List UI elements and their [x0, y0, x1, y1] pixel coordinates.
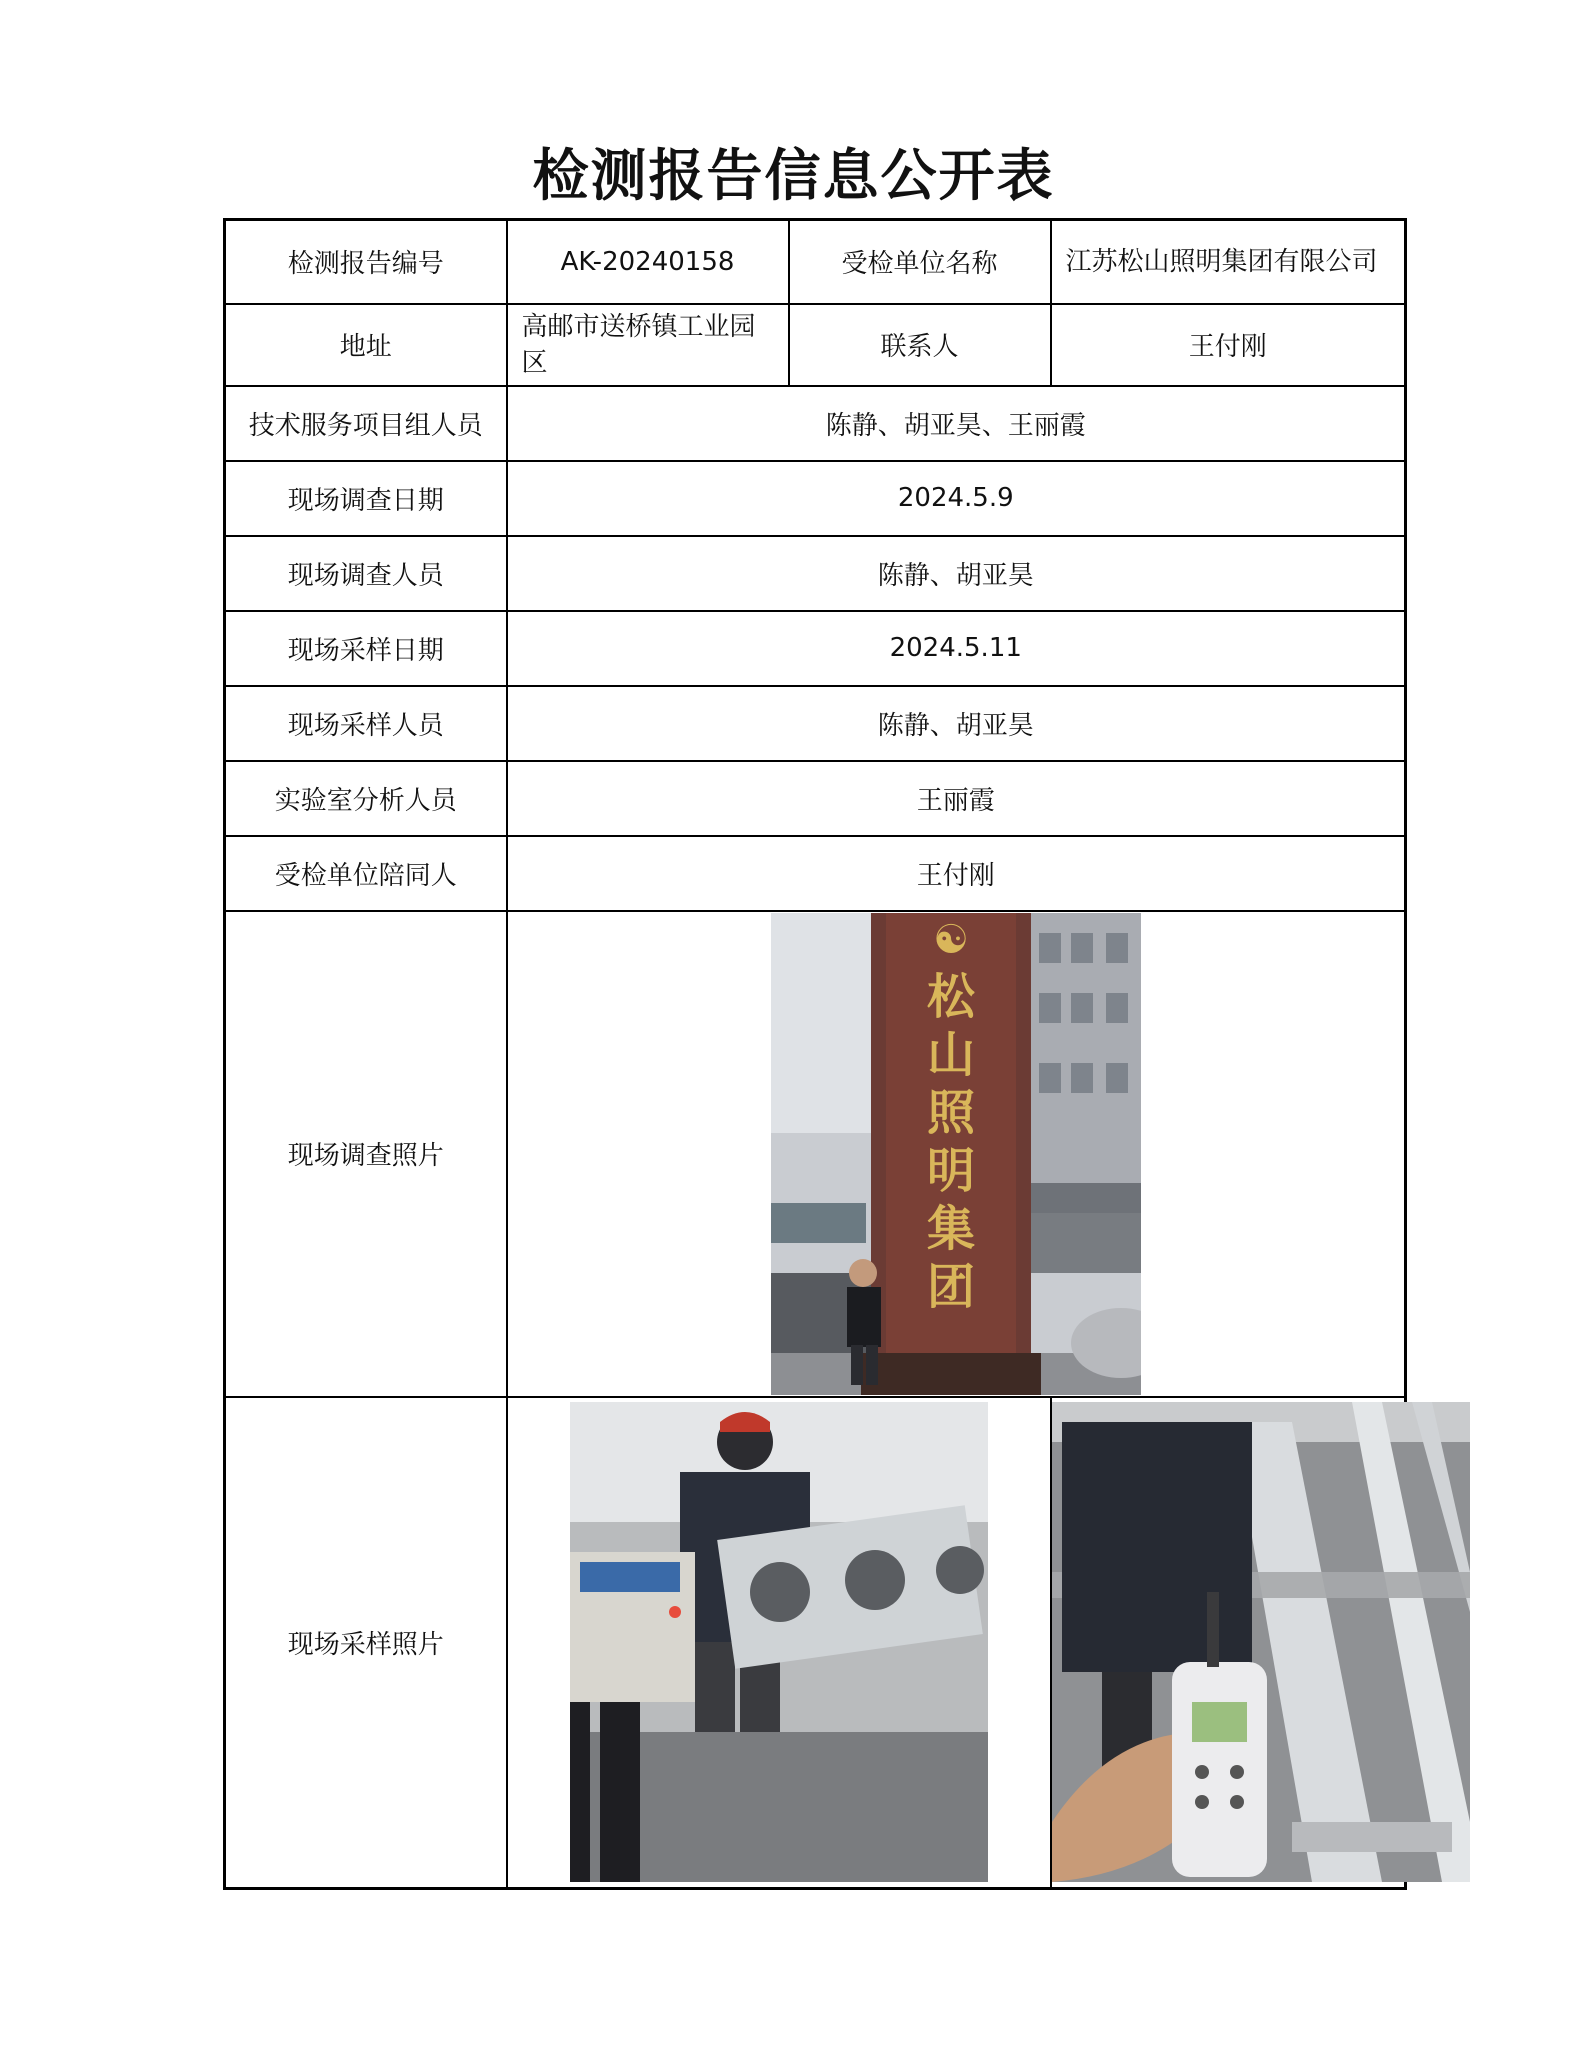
- lab-staff-label: 实验室分析人员: [225, 761, 507, 836]
- table-row: [225, 911, 1406, 1397]
- survey-staff-value: 陈静、胡亚昊: [507, 536, 1406, 611]
- sampling-photo-cell-1: [507, 1397, 1051, 1889]
- sampling-photo-2: [1052, 1402, 1470, 1882]
- sampling-photo-1: [570, 1402, 988, 1882]
- sampling-date-label: 现场采样日期: [225, 611, 507, 686]
- sampling-photo-1-image: [570, 1402, 988, 1882]
- team-value: 陈静、胡亚昊、王丽霞: [507, 386, 1406, 461]
- table-row: [225, 686, 1406, 761]
- page-title: 检测报告信息公开表: [532, 144, 1055, 209]
- address-value: 高邮市送桥镇工业园区: [507, 304, 789, 386]
- escort-label: 受检单位陪同人: [225, 836, 507, 911]
- report-no-value: AK-20240158: [507, 220, 789, 304]
- sampling-photo-cell-2: [1051, 1397, 1406, 1889]
- sign-char: 照: [926, 1084, 975, 1141]
- survey-photo-label: 现场调查照片: [225, 911, 507, 1397]
- table-row: [225, 836, 1406, 911]
- table-row: [225, 1397, 1406, 1889]
- sampling-date-value: 2024.5.11: [507, 611, 1406, 686]
- table-row: [225, 220, 1406, 304]
- survey-photo-image: [771, 913, 1141, 1395]
- survey-photo-cell: [507, 911, 1406, 1397]
- svg-text:☯: ☯: [932, 916, 969, 963]
- unit-name-label: 受检单位名称: [789, 220, 1051, 304]
- report-no-label: 检测报告编号: [225, 220, 507, 304]
- survey-photo: [771, 913, 1141, 1395]
- sign-char: 山: [926, 1026, 975, 1083]
- survey-staff-label: 现场调查人员: [225, 536, 507, 611]
- contact-label: 联系人: [789, 304, 1051, 386]
- address-label: 地址: [225, 304, 507, 386]
- info-table: [223, 218, 1407, 1890]
- sampling-photo-2-image: [1052, 1402, 1470, 1882]
- team-label: 技术服务项目组人员: [225, 386, 507, 461]
- sampling-photo-label: 现场采样照片: [225, 1397, 507, 1889]
- unit-name-value: 江苏松山照明集团有限公司: [1051, 220, 1406, 304]
- table-row: [225, 611, 1406, 686]
- contact-value: 王付刚: [1051, 304, 1406, 386]
- table-row: [225, 304, 1406, 386]
- sampling-staff-value: 陈静、胡亚昊: [507, 686, 1406, 761]
- table-row: [225, 536, 1406, 611]
- survey-date-value: 2024.5.9: [507, 461, 1406, 536]
- escort-value: 王付刚: [507, 836, 1406, 911]
- sampling-staff-label: 现场采样人员: [225, 686, 507, 761]
- sign-char: 明: [926, 1142, 975, 1199]
- survey-date-label: 现场调查日期: [225, 461, 507, 536]
- table-row: [225, 386, 1406, 461]
- sign-char: 团: [926, 1258, 975, 1315]
- sign-char: 集: [926, 1200, 975, 1257]
- sign-char: 松: [926, 968, 975, 1025]
- table-row: [225, 761, 1406, 836]
- lab-staff-value: 王丽霞: [507, 761, 1406, 836]
- table-row: [225, 461, 1406, 536]
